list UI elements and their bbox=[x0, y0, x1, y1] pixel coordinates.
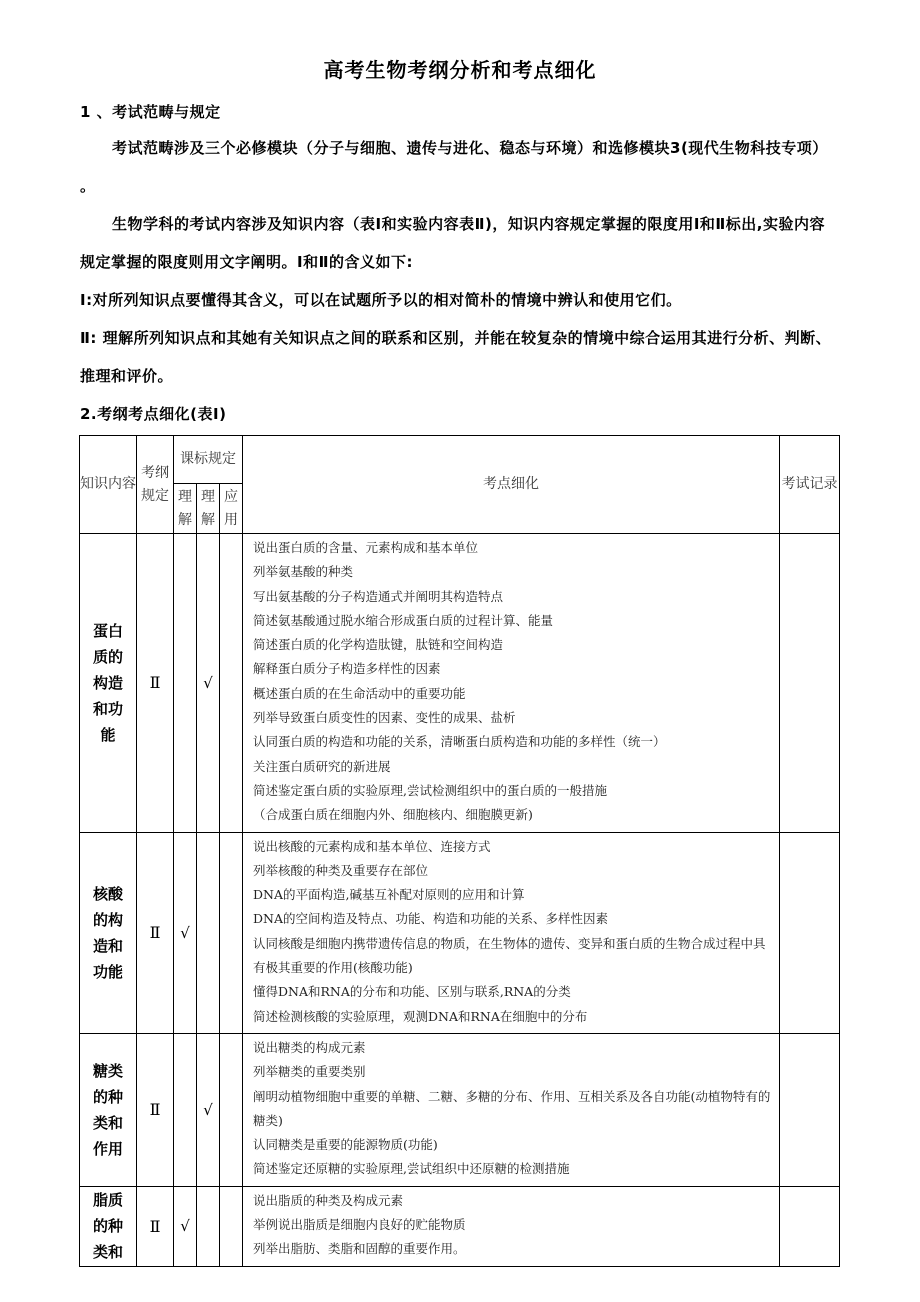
details-cell bbox=[243, 1186, 780, 1266]
section-2-heading: 2.考纲考点细化(表Ⅰ) bbox=[80, 405, 227, 423]
header-sub-3: 应用 bbox=[220, 484, 243, 534]
detail-item: 简述检测核酸的实验原理，观测DNA和RNA在细胞中的分布 bbox=[253, 1008, 588, 1024]
check-cell-1 bbox=[174, 534, 197, 833]
table-row bbox=[80, 1186, 840, 1266]
detail-item: 认同糖类是重要的能源物质(功能) bbox=[253, 1137, 438, 1153]
details-cell bbox=[243, 832, 780, 1033]
table-row bbox=[80, 832, 840, 1033]
detail-item: 写出氨基酸的分子构造通式并阐明其构造特点 bbox=[253, 588, 504, 604]
detail-item: 列举出脂肪、类脂和固醇的重要作用。 bbox=[253, 1241, 466, 1257]
detail-item: 说出糖类的构成元素 bbox=[253, 1039, 366, 1055]
detail-item: （合成蛋白质在细胞内外、细胞核内、细胞膜更新) bbox=[253, 807, 533, 823]
details-cell bbox=[243, 1033, 780, 1186]
record-cell bbox=[780, 534, 840, 833]
syllabus-table bbox=[79, 435, 840, 1267]
detail-item: 认同核酸是细胞内携带遗传信息的物质，在生物体的遗传、变异和蛋白质的生物合成过程中具有极其重要的作用(核酸功能) bbox=[253, 935, 766, 976]
detail-item: 懂得DNA和RNA的分布和功能、区别与联系,RNA的分类 bbox=[253, 984, 571, 1000]
header-level: 考纲规定 bbox=[137, 436, 174, 534]
check-cell-1 bbox=[174, 1033, 197, 1186]
topic-cell: 糖类的种类和作用 bbox=[80, 1033, 137, 1186]
detail-item: 解释蛋白质分子构造多样性的因素 bbox=[253, 661, 441, 677]
check-cell-3 bbox=[220, 534, 243, 833]
level-cell: Ⅱ bbox=[137, 832, 174, 1033]
paragraph-level-2: Ⅱ: 理解所列知识点和其她有关知识点之间的联系和区别，并能在较复杂的情境中综合运用其进行分析、判断、推理和评价。 bbox=[80, 329, 832, 385]
header-knowledge: 知识内容 bbox=[80, 436, 137, 534]
table-row bbox=[80, 1033, 840, 1186]
check-cell-2: √ bbox=[197, 534, 220, 833]
header-details: 考点细化 bbox=[243, 436, 780, 534]
detail-item: 简述鉴定还原糖的实验原理,尝试组织中还原糖的检测措施 bbox=[253, 1161, 570, 1177]
paragraph-scope: 考试范畴涉及三个必修模块（分子与细胞、遗传与进化、稳态与环境）和选修模块3(现代生物科技专项） 。 bbox=[80, 139, 828, 195]
check-cell-2: √ bbox=[197, 1033, 220, 1186]
table-row bbox=[80, 534, 840, 833]
detail-item: 列举核酸的种类及重要存在部位 bbox=[253, 862, 429, 878]
detail-item: 认同蛋白质的构造和功能的关系，清晰蛋白质构造和功能的多样性（统一） bbox=[253, 734, 666, 750]
detail-item: 简述蛋白质的化学构造肽键，肽链和空间构造 bbox=[253, 637, 504, 653]
details-cell bbox=[243, 534, 780, 833]
check-cell-1: √ bbox=[174, 832, 197, 1033]
paragraph-level-1: Ⅰ:对所列知识点要懂得其含义，可以在试题所予以的相对简朴的情境中辨认和使用它们。 bbox=[80, 291, 682, 309]
check-cell-3 bbox=[220, 832, 243, 1033]
detail-item: 说出核酸的元素构成和基本单位、连接方式 bbox=[253, 838, 491, 854]
detail-item: 列举导致蛋白质变性的因素、变性的成果、盐析 bbox=[253, 710, 516, 726]
page-title: 高考生物考纲分析和考点细化 bbox=[323, 58, 597, 82]
topic-cell: 蛋白质的构造和功能 bbox=[80, 534, 137, 833]
topic-cell: 核酸的构造和功能 bbox=[80, 832, 137, 1033]
detail-item: 说出蛋白质的含量、元素构成和基本单位 bbox=[253, 540, 479, 555]
level-cell: Ⅱ bbox=[137, 1033, 174, 1186]
detail-item: DNA的空间构造及特点、功能、构造和功能的关系、多样性因素 bbox=[253, 911, 608, 927]
detail-item: 关注蛋白质研究的新进展 bbox=[253, 758, 391, 774]
header-sub-1: 理解 bbox=[174, 484, 197, 534]
level-cell: Ⅱ bbox=[137, 534, 174, 833]
record-cell bbox=[780, 1186, 840, 1266]
section-1-heading: 1 、考试范畴与规定 bbox=[80, 103, 221, 121]
check-cell-3 bbox=[220, 1033, 243, 1186]
detail-item: 说出脂质的种类及构成元素 bbox=[253, 1192, 404, 1208]
record-cell bbox=[780, 832, 840, 1033]
record-cell bbox=[780, 1033, 840, 1186]
topic-cell: 脂质的种类和 bbox=[80, 1186, 137, 1266]
detail-item: 简述氨基酸通过脱水缩合形成蛋白质的过程计算、能量 bbox=[253, 612, 554, 628]
check-cell-3 bbox=[220, 1186, 243, 1266]
detail-item: 阐明动植物细胞中重要的单糖、二糖、多糖的分布、作用、互相关系及各自功能(动植物特有的糖类) bbox=[253, 1088, 771, 1128]
check-cell-2 bbox=[197, 1186, 220, 1266]
check-cell-2 bbox=[197, 832, 220, 1033]
detail-item: 举例说出脂质是细胞内良好的贮能物质 bbox=[253, 1217, 466, 1233]
level-cell: Ⅱ bbox=[137, 1186, 174, 1266]
header-sub-2: 理解 bbox=[197, 484, 220, 534]
check-cell-1: √ bbox=[174, 1186, 197, 1266]
detail-item: DNA的平面构造,碱基互补配对原则的应用和计算 bbox=[253, 887, 525, 903]
detail-item: 概述蛋白质的在生命活动中的重要功能 bbox=[253, 685, 466, 701]
header-record: 考试记录 bbox=[780, 436, 840, 534]
detail-item: 简述鉴定蛋白质的实验原理,尝试检测组织中的蛋白质的一般措施 bbox=[253, 782, 607, 798]
paragraph-content: 生物学科的考试内容涉及知识内容（表Ⅰ和实验内容表Ⅱ)，知识内容规定掌握的限度用Ⅰ和Ⅱ标出,实验内容规定掌握的限度则用文字阐明。Ⅰ和Ⅱ的含义如下: bbox=[80, 215, 825, 271]
detail-item: 列举氨基酸的种类 bbox=[253, 564, 354, 580]
detail-item: 列举糖类的重要类别 bbox=[253, 1064, 366, 1080]
header-standard: 课标规定 bbox=[174, 436, 243, 484]
